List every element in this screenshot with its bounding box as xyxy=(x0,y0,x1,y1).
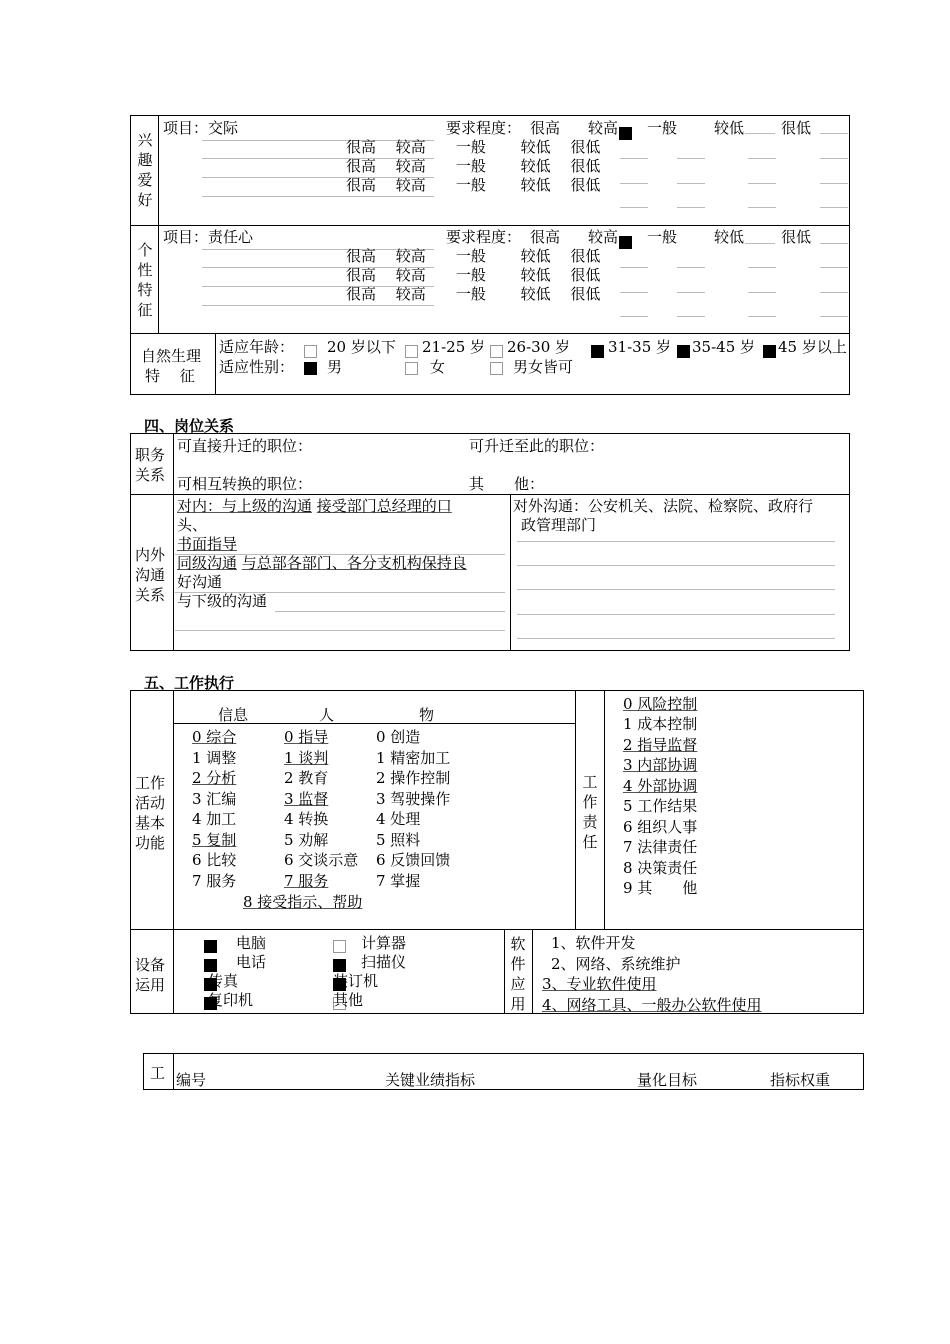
col-head-info: 信息 xyxy=(218,706,249,724)
people-item-3: 3 监督 xyxy=(284,790,329,808)
interest-level-5: 很低 xyxy=(781,119,812,137)
personality-req-label: 要求程度： xyxy=(446,228,522,246)
info-item-3: 3 汇编 xyxy=(192,790,237,808)
age-26-30: 26-30 岁 xyxy=(507,338,571,356)
personality-level-checkbox-checked[interactable] xyxy=(619,236,632,249)
promote-from-label: 可升迁至此的职位： xyxy=(469,437,605,455)
equip-checkbox-scanner[interactable] xyxy=(333,959,346,972)
resp-item-3: 3 内部协调 xyxy=(623,756,698,774)
equip-other: 其他 xyxy=(333,991,364,1009)
kpi-col-id: 编号 xyxy=(176,1071,207,1089)
age-under20: 20 岁以下 xyxy=(327,338,396,356)
physio-side-label-1: 自然生理 xyxy=(141,347,202,365)
info-item-6: 6 比较 xyxy=(192,851,237,869)
outer-comm-line1: 对外沟通：公安机关、法院、检察院、政府行 xyxy=(513,497,814,515)
soft-side-label: 软件应用 xyxy=(510,935,526,1013)
things-item-4: 4 处理 xyxy=(376,810,421,828)
personality-level-1: 很高 xyxy=(530,228,561,246)
promote-to-label: 可直接升迁的职位： xyxy=(177,437,313,455)
things-item-7: 7 掌握 xyxy=(376,872,421,890)
interest-req-label: 要求程度： xyxy=(446,119,522,137)
software-item-2: 2、网络、系统维护 xyxy=(551,955,681,973)
equip-fax: 传真 xyxy=(208,972,239,990)
equip-phone: 电话 xyxy=(236,953,267,971)
gender-checkbox-male[interactable] xyxy=(304,362,317,375)
age-checkbox-35-45[interactable] xyxy=(677,345,690,358)
interest-level-checkbox-checked[interactable] xyxy=(619,127,632,140)
software-item-3: 3、专业软件使用 xyxy=(542,975,657,993)
resp-side-label: 工作责任 xyxy=(582,773,598,851)
people-item-2: 2 教育 xyxy=(284,769,329,787)
inner-comm-line3: 书面指导 xyxy=(177,535,238,553)
physio-side-label-2: 特 征 xyxy=(145,367,195,385)
personality-level-5: 很低 xyxy=(781,228,812,246)
software-item-1: 1、软件开发 xyxy=(551,934,636,952)
personality-side-label: 个性特征 xyxy=(137,241,153,319)
personality-row-2-levels: 很高 较高 一般 较低 很低 xyxy=(346,266,601,284)
equip-checkbox-phone[interactable] xyxy=(204,959,217,972)
inner-comm-line5: 好沟通 xyxy=(177,573,223,591)
age-31-35: 31-35 岁 xyxy=(608,338,672,356)
age-label: 适应年龄： xyxy=(219,338,295,356)
personality-row-3-levels: 很高 较高 一般 较低 很低 xyxy=(346,285,601,303)
resp-item-4: 4 外部协调 xyxy=(623,777,698,795)
gender-checkbox-both[interactable] xyxy=(490,362,503,375)
people-item-0: 0 指导 xyxy=(284,728,329,746)
resp-item-2: 2 指导监督 xyxy=(623,736,698,754)
things-item-6: 6 反馈回馈 xyxy=(376,851,451,869)
software-item-4: 4、网络工具、一般办公软件使用 xyxy=(542,996,762,1014)
age-21-25: 21-25 岁 xyxy=(422,338,486,356)
duty-side-label: 职务关系 xyxy=(135,446,166,484)
equip-side-label: 设备运用 xyxy=(135,956,166,994)
age-35-45: 35-45 岁 xyxy=(692,338,756,356)
outer-comm-line2: 政管理部门 xyxy=(521,516,597,534)
section5-title: 五、工作执行 xyxy=(144,674,235,692)
func-side-label: 工作活动基本功能 xyxy=(135,774,166,852)
personality-level-4: 较低 xyxy=(714,228,745,246)
interest-row-3-levels: 很高 较高 一般 较低 很低 xyxy=(346,176,601,194)
info-item-4: 4 加工 xyxy=(192,810,237,828)
equip-binder: 装订机 xyxy=(333,972,379,990)
interest-level-3: 一般 xyxy=(647,119,678,137)
equip-scanner: 扫描仪 xyxy=(361,953,407,971)
other-label: 其 他： xyxy=(469,475,545,493)
kpi-col-weight: 指标权重 xyxy=(770,1071,831,1089)
info-item-1: 1 调整 xyxy=(192,749,237,767)
inner-comm-line2: 头、 xyxy=(177,516,208,534)
resp-item-6: 6 组织人事 xyxy=(623,818,698,836)
gender-male: 男 xyxy=(327,358,343,376)
personality-project: 项目：责任心 xyxy=(163,228,254,246)
things-item-2: 2 操作控制 xyxy=(376,769,451,787)
gender-label: 适应性别： xyxy=(219,358,295,376)
age-checkbox-21-25[interactable] xyxy=(405,345,418,358)
interest-side-label: 兴趣爱好 xyxy=(137,131,153,209)
interest-row-1-levels: 很高 较高 一般 较低 很低 xyxy=(346,138,601,156)
equip-checkbox-computer[interactable] xyxy=(204,940,217,953)
equip-computer: 电脑 xyxy=(236,934,267,952)
age-checkbox-26-30[interactable] xyxy=(490,345,503,358)
equip-calculator: 计算器 xyxy=(361,934,407,952)
equip-copier: 复印机 xyxy=(208,991,254,1009)
personality-row-1-levels: 很高 较高 一般 较低 很低 xyxy=(346,247,601,265)
age-checkbox-under20[interactable] xyxy=(304,345,317,358)
inner-comm-line1: 对内：与上级的沟通 接受部门总经理的口 xyxy=(177,497,452,515)
kpi-col-indicator: 关键业绩指标 xyxy=(385,1071,476,1089)
col-head-things: 物 xyxy=(419,706,435,724)
interest-level-2: 较高 xyxy=(588,119,619,137)
things-item-3: 3 驾驶操作 xyxy=(376,790,451,808)
age-over45: 45 岁以上 xyxy=(778,338,847,356)
age-checkbox-over45[interactable] xyxy=(763,345,776,358)
inner-comm-line6: 与下级的沟通 xyxy=(177,592,268,610)
people-item-4: 4 转换 xyxy=(284,810,329,828)
resp-item-0: 0 风险控制 xyxy=(623,695,698,713)
things-item-5: 5 照料 xyxy=(376,831,421,849)
swap-label: 可相互转换的职位： xyxy=(177,475,313,493)
info-item-0: 0 综合 xyxy=(192,728,237,746)
equip-checkbox-calculator[interactable] xyxy=(333,940,346,953)
resp-item-8: 8 决策责任 xyxy=(623,859,698,877)
inner-comm-line4: 同级沟通 与总部各部门、各分支机构保持良 xyxy=(177,554,467,572)
people-item-6: 6 交谈示意 xyxy=(284,851,359,869)
gender-female: 女 xyxy=(430,358,446,376)
position-relations-table xyxy=(130,433,850,651)
people-item-1: 1 谈判 xyxy=(284,749,329,767)
resp-item-9: 9 其 他 xyxy=(623,879,698,897)
extra-item: 8 接受指示、帮助 xyxy=(243,893,363,911)
people-item-7: 7 服务 xyxy=(284,872,329,890)
people-item-5: 5 劝解 xyxy=(284,831,329,849)
kpi-col-target: 量化目标 xyxy=(637,1071,698,1089)
resp-item-1: 1 成本控制 xyxy=(623,715,698,733)
resp-item-7: 7 法律责任 xyxy=(623,838,698,856)
age-checkbox-31-35[interactable] xyxy=(591,345,604,358)
things-item-1: 1 精密加工 xyxy=(376,749,451,767)
section4-title: 四、岗位关系 xyxy=(144,417,235,435)
things-item-0: 0 创造 xyxy=(376,728,421,746)
personality-level-3: 一般 xyxy=(647,228,678,246)
personality-level-2: 较高 xyxy=(588,228,619,246)
gender-checkbox-female[interactable] xyxy=(405,362,418,375)
info-item-2: 2 分析 xyxy=(192,769,237,787)
col-head-people: 人 xyxy=(319,706,335,724)
info-item-5: 5 复制 xyxy=(192,831,237,849)
comm-side-label: 内外沟通关系 xyxy=(135,546,166,604)
kpi-table xyxy=(143,1053,864,1090)
interest-row-2-levels: 很高 较高 一般 较低 很低 xyxy=(346,157,601,175)
info-item-7: 7 服务 xyxy=(192,872,237,890)
gender-both: 男女皆可 xyxy=(513,358,574,376)
kpi-side-label: 工 xyxy=(150,1064,166,1082)
interest-level-1: 很高 xyxy=(530,119,561,137)
interest-project: 项目：交际 xyxy=(163,119,239,137)
resp-item-5: 5 工作结果 xyxy=(623,797,698,815)
interest-level-4: 较低 xyxy=(714,119,745,137)
